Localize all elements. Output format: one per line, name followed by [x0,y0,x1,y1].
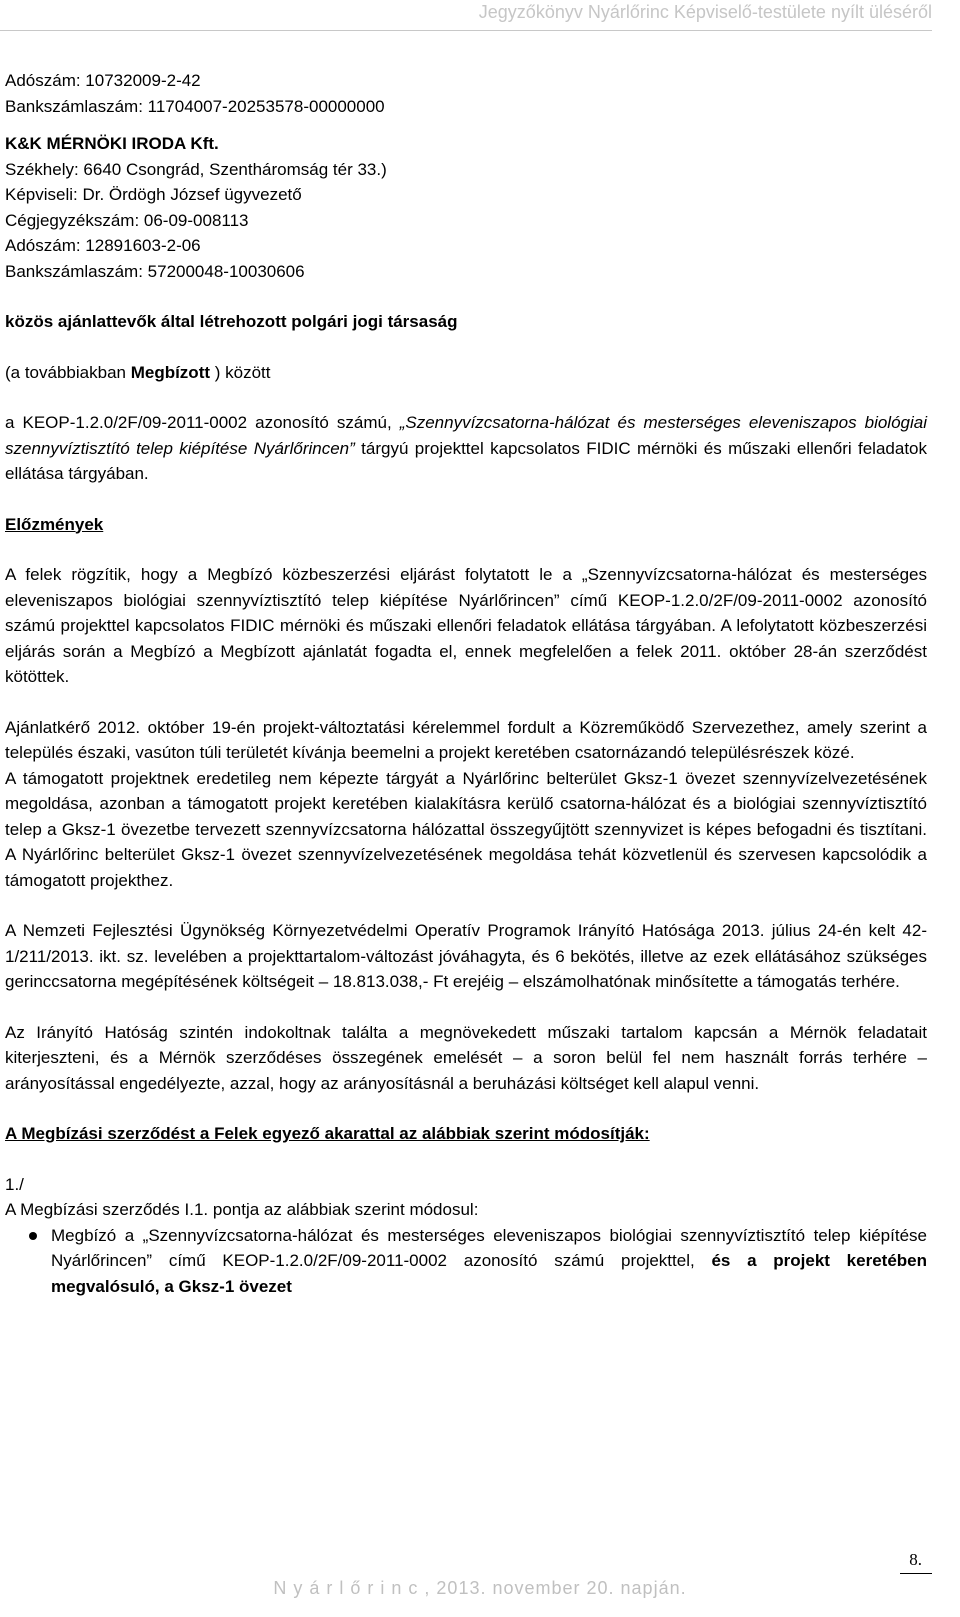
page-header [0,0,932,31]
header-title: Jegyzőkönyv Nyárlőrinc Képviselő-testülete nyílt üléséről [478,2,932,22]
party2-seat: Székhely: 6640 Csongrád, Szentháromság tér 33.) [5,159,387,179]
section-title-amendment: A Megbízási szerződést a Felek egyező akarattal az alábbiak szerint módosítják: [5,1124,650,1143]
party1-tax: Adószám: 10732009-2-42 [5,71,201,90]
paragraph-4: A Nemzeti Fejlesztési Ügynökség Környezetvédelmi Operatív Programok Irányító Hatósága 2013. július 24-én kelt 42-1/211/2013. ikt. sz. levelében a projekttartalom-változást jóváhagyta, és 6 bekötés, illetve az ezek ellátásához szükséges gerinccsatorna megépítésének költségeit – 18.813.038,- Ft erejéig – elszámolhatónak minősítette a támogatás terhére. [5,921,927,991]
paragraph-3: A támogatott projektnek eredetileg nem képezte tárgyát a Nyárlőrinc belterület Gksz-1 övezet szennyvízelvezetésének megoldása, azonban a támogatott projekt keretében kialakításra kerülő csatorna-hálózat és a biológiai szennyvíztisztító telep a Gksz-1 övezetbe tervezett szennyvízcsatorna hálózattal összegyűjtött szennyvizet is képes befogadni és tisztítani. A Nyárlőrinc belterület Gksz-1 övezet szennyvízelvezetésének megoldása tehát közvetlenül és szervesen kapcsolódik a támogatott projekthez. [5,768,927,890]
bullet-pre: Megbízó a „Szennyvízcsatorna-hálózat és mesterséges eleveniszapos biológiai szennyvíztisztító telep kiépítése Nyárlőrincen” című KEOP-1.2.0/2F/09-2011-0002 azonosító számú projekttel, [51,1225,927,1270]
party2-reg: Cégjegyzékszám: 06-09-008113 [5,210,249,230]
bullet-bold: és a projekt keretében megvalósuló, a Gksz-1 övezet [51,1251,928,1296]
paragraph-1: A felek rögzítik, hogy a Megbízó közbeszerzési eljárást folytatott le a „Szennyvízcsatorna-hálózat és mesterséges eleveniszapos biológiai szennyvíztisztító telep kiépítése Nyárlőrincen” című KEOP-1.2.0/2F/09-2011-0002 azonosító számú projekttel kapcsolatos FIDIC mérnöki és műszaki ellenőri feladatok ellátása tárgyában. A lefolytatott közbeszerzési eljárás során a Megbízó a Megbízott ajánlatát fogadta el, ennek megfelelően a felek 2011. október 28-án szerződést kötöttek. [5,565,927,686]
between-line [5,360,927,386]
consortium-line: közös ajánlattevők által létrehozott polgári jogi társaság [5,312,458,331]
party2-rep: Képviseli: Dr. Ördögh József ügyvezető [5,185,302,204]
bullet-icon [5,1223,51,1300]
party2-name: K&K MÉRNÖKI IRODA Kft. [5,134,219,153]
paragraph-5: Az Irányító Hatóság szintén indokoltnak találta a megnövekedett műszaki tartalom kapcsán a Mérnök feladatait kiterjeszteni, és a Mérnök szerződéses összegének emelését – a soron belül fel nem használt forrás terhére – arányosítással engedélyezte, azzal, hogy az arányosításnál a beruházási költséget kell alapul venni. [5,1022,927,1093]
page-number: 8. [909,1550,922,1569]
party1-bank: Bankszámlaszám: 11704007-20253578-00000000 [5,96,385,116]
footer-divider [900,1573,932,1574]
between-bold: Megbízott [130,362,211,382]
subject-pre: a KEOP-1.2.0/2F/09-2011-0002 azonosító számú, [5,413,400,432]
party2-tax: Adószám: 12891603-2-06 [5,236,201,255]
item-number: 1./ [5,1174,24,1194]
subject-post: tárgyú projekttel kapcsolatos FIDIC mérnöki és műszaki ellenőri feladatok ellátása tárgyában. [5,438,928,483]
page-footer [0,1578,960,1599]
between-pre: (a továbbiakban [5,362,131,382]
section-title-prelims: Előzmények [5,514,104,534]
paragraph-2: Ajánlatkérő 2012. október 19-én projekt-változtatási kérelemmel fordult a Közreműködő Szervezethez, amely szerint a település északi, vasúton túli területét kívánja beemelni a projekt keretében csatornázandó településrészek közé. [5,717,927,762]
subject-paragraph [5,410,927,487]
between-post: ) között [210,362,271,382]
footer-text: N y á r l ő r i n c , 2013. november 20. napján. [273,1578,687,1598]
list-item [5,1223,927,1300]
item-intro: A Megbízási szerződés I.1. pontja az alábbiak szerint módosul: [5,1200,479,1219]
subject-italic: „Szennyvízcsatorna-hálózat és mesterséges eleveniszapos biológiai szennyvíztisztító telep kiépítése Nyárlőrincen” [5,413,927,458]
document-body [5,68,927,1299]
bullet-text [51,1223,927,1300]
party2-bank: Bankszámlaszám: 57200048-10030606 [5,261,305,281]
